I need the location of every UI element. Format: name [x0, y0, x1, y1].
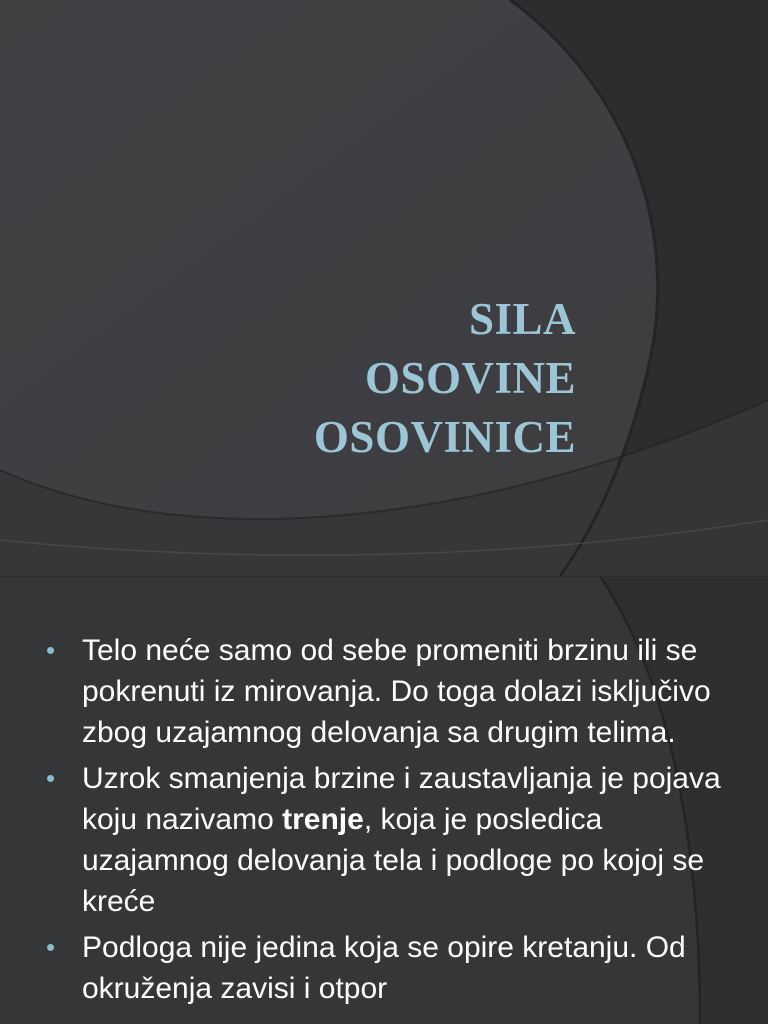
- content-slide: [0, 576, 768, 1024]
- title-line-1: SILA: [468, 294, 576, 344]
- bullet-list: [46, 630, 726, 1014]
- bullet-text-before: Uzrok smanjenja brzine i zaustavljanja je pojava koju nazivamo: [82, 762, 721, 836]
- slide-title: [314, 290, 576, 467]
- bullet-text-after: , koja je posledica uzajamnog delovanja tela i podloge po kojoj se kreće: [82, 803, 705, 918]
- bullet-item-3: [46, 927, 726, 1009]
- bullet-item-1: [46, 630, 726, 753]
- title-line-2: OSOVINE: [364, 353, 576, 403]
- bullet-text: Podloga nije jedina koja se opire kretanju. Od okruženja zavisi i otpor: [82, 931, 686, 1005]
- bullet-icon: •: [46, 763, 56, 793]
- bullet-text: Telo neće samo od sebe promeniti brzinu ili se pokrenuti iz mirovanja. Do toga dolazi isključivo zbog uzajamnog delovanja sa drugim telima.: [82, 634, 711, 749]
- bullet-item-2: [46, 758, 726, 922]
- bullet-icon: •: [46, 635, 56, 665]
- bullet-bold-term: trenje: [282, 803, 364, 836]
- title-line-3: OSOVINICE: [313, 412, 576, 462]
- bullet-icon: •: [46, 932, 56, 962]
